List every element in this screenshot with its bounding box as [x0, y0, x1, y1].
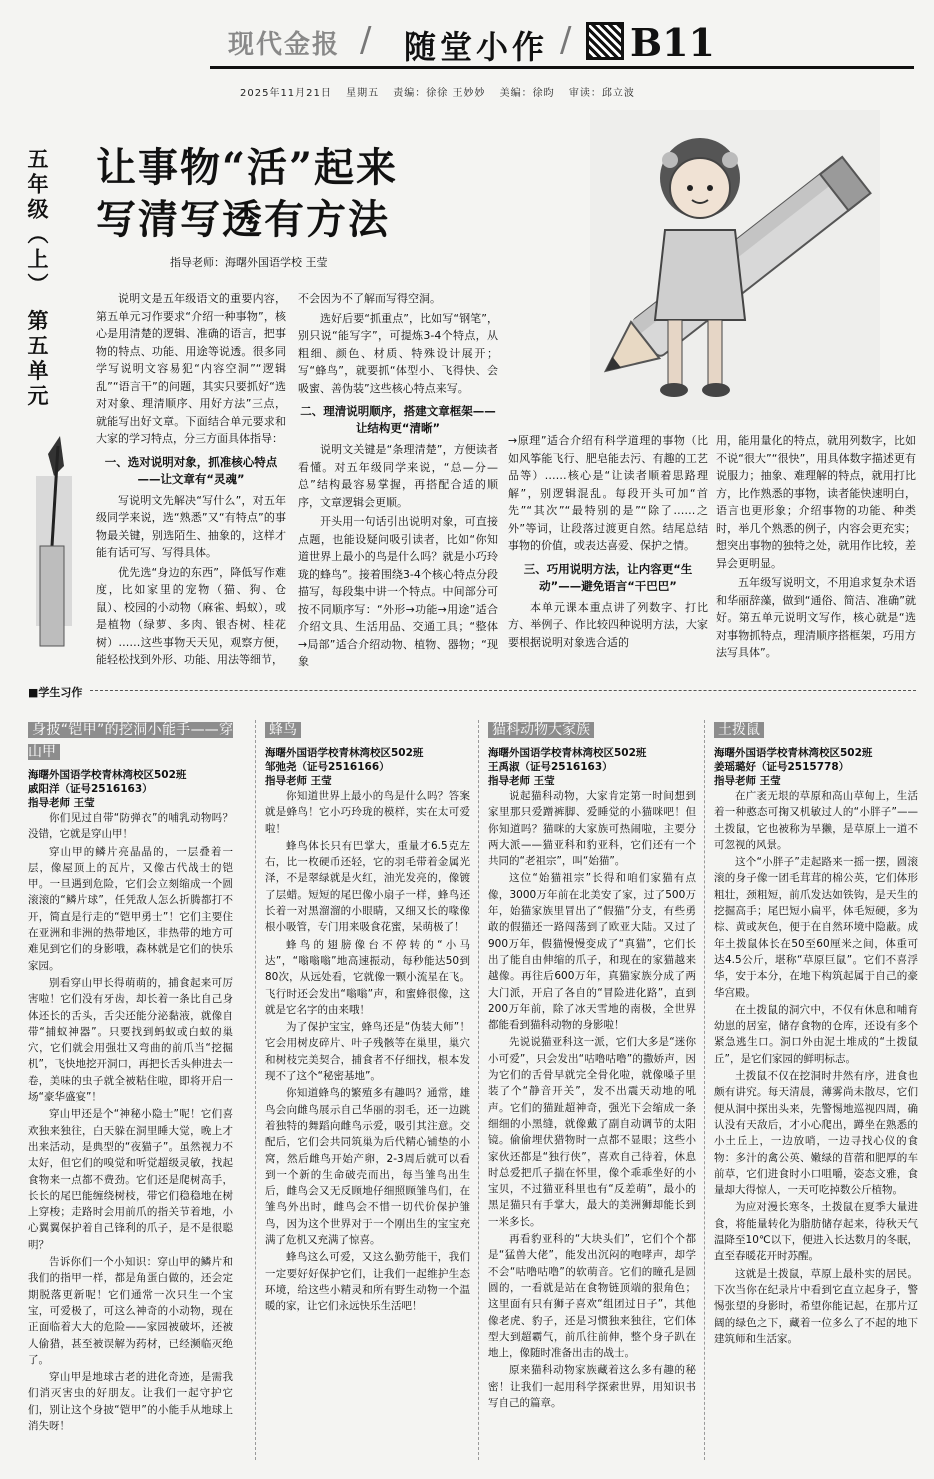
- work-title: 土拨鼠: [714, 722, 764, 738]
- article-paragraph: 选好后要“抓重点”，比如写“钢笔”，别只说“能写字”，可提炼3-4个特点，从粗细、颜色、材质、特殊设计展开；写“蜂鸟”，就要抓“体型小、飞得快、会吸蜜、善伪装”这些核心特点来写。: [298, 311, 498, 395]
- work-paragraph: 这个“小胖子”走起路来一摇一摆，圆滚滚的身子像一团毛茸茸的棉公英，它们体形粗壮，颈粗短，前爪发达如铁钩，是天生的挖掘高手；尾巴短小扁平，体毛短硬，多为棕、黄或灰色，便于在自然环境中隐蔽。成年土拨鼠体长在50至60厘米之间，体重可达4.5公斤，堪称“草原巨鼠”。它们不喜浮华，安于本分，在地下构筑起属于自己的豪华宫殿。: [714, 856, 918, 999]
- work-paragraph: 蜂鸟这么可爱，又这么勤劳能干，我们一定要好好保护它们，让我们一起维护生态环境，给这些小精灵和所有野生动物一个温暖的家，让它们永远快乐生活吧！: [265, 1251, 470, 1313]
- work-school: 海曙外国语学校青林湾校区502班: [265, 747, 424, 759]
- masthead-meta: [240, 84, 645, 99]
- work-paragraph: 土拨鼠不仅在挖洞时井然有序，进食也颇有讲究。每天清晨，薄雾尚未散尽，它们便从洞中探出头来，先警惕地巡视四周，确认没有天敌后，才小心爬出，蹲坐在熟悉的小土丘上，一边放哨，一边寻找心仪的食物：多汁的禽公英、嫩绿的苜蓿和肥厚的车前草，它们进食时小口咀嚼，姿态文雅，食量却大得惊人，一天可吃掉数公斤植物。: [714, 1070, 918, 1197]
- work-paragraph: 蜂鸟的翅膀像台不停转的“小马达”，“嗡嗡嗡”地高速振动，每秒能达50到80次，从远处看，它就像一颗小流星在飞。飞行时还会发出“嗡嗡”声，和蜜蜂很像，这就是它名字的由来哦！: [265, 938, 470, 1016]
- work-teacher: 指导老师 王莹: [28, 797, 95, 809]
- article-title-line2: 写清写透有方法: [96, 196, 390, 243]
- article-column-3: [508, 432, 708, 672]
- student-work-felines: [488, 720, 696, 1465]
- issue-date: 2025年11月21日: [240, 88, 332, 99]
- work-student: 戚阳洋（证号2516163）: [28, 783, 153, 795]
- column-divider: [704, 720, 705, 1460]
- proofreader-credit: 审读：邱立波: [568, 88, 635, 99]
- article-paragraph: 用，能用量化的特点，就用列数字，比如不说“很大”“很快”，用具体数字描述更有说服力；抽象、难理解的特点，就用打比方，比作熟悉的事物，读者能快速明白，语言也更形象；介绍事物的功能、种类时，举几个熟悉的例子，内容会更充实；想突出事物的独特之处，就用作比较，差异会更明显。: [716, 434, 916, 570]
- work-school: 海曙外国语学校青林湾校区502班: [28, 769, 187, 781]
- column-divider: [255, 720, 256, 1460]
- work-paragraph: 告诉你们一个小知识：穿山甲的鳞片和我们的指甲一样，都是角蛋白做的，还会定期脱落更新呢！它们通常一次只生一个宝宝，可爱极了，可这么神奇的小动物，现在正面临着大大的危险——家园被破坏，还被人偷猎，甚至被误解为药材，已经濒临灭绝了。: [28, 1256, 233, 1366]
- issue-weekday: 星期五: [346, 88, 380, 99]
- student-work-pangolin: [28, 720, 233, 1465]
- work-title: 身披“铠甲”的挖洞小能手——穿山甲: [28, 722, 233, 760]
- art-editor-credit: 美编：徐昀: [499, 88, 555, 99]
- work-paragraph: 说起猫科动物，大家肯定第一时间想到家里那只爱蹭裤脚、爱睡觉的小猫咪吧！但你知道吗？猫咪的大家族可热闹啦，主要分两大派——猫亚科和豹亚科，它们还有一个共同的“老祖宗”，叫“始猫”。: [488, 790, 696, 868]
- article-column-2: [298, 290, 498, 670]
- work-paragraph: 为了保护宝宝，蜂鸟还是“伪装大师”！它会用树皮碎片、叶子残骸等在巢里，巢穴和树枝完美契合，捕食者不仔细找，根本发现不了这个“秘密基地”。: [265, 1021, 470, 1083]
- work-paragraph: 蜂鸟体长只有巴掌大，重量才6.5克左右，比一枚硬币还轻，它的羽毛带着金属光泽，不是翠绿就是火红，油光发亮的，像镀了层蜡。短短的尾巴像小扇子一样，蜂鸟还长着一对黑溜溜的小眼睛，又细又长的喙像根小吸管，专门用来吸食花蜜，呆萌极了！: [265, 839, 470, 934]
- article-paragraph: 开头用一句话引出说明对象，可直接点题，也能设疑问吸引读者，比如“你知道世界上最小的鸟是什么吗？就是小巧玲珑的蜂鸟”。接着围绕3-4个核心特点分段描写，每段集中讲一个特点。中间部分可按不同顺序写：“外形→功能→用途”适合介绍文具、生活用品、交通工具；“整体→局部”适合介绍动物、植物、器物；“现象: [298, 515, 498, 668]
- work-paragraph: 别看穿山甲长得萌萌的，捕食起来可厉害啦！它们没有牙齿，却长着一条比自己身体还长的舌头，舌尖还能分泌黏液，就像自带“捕蚁神器”。只要找到蚂蚁或白蚁的巢穴，它们就会用强壮又弯曲的前爪当“挖掘机”，飞快地挖开洞口，再把长舌头伸进去一卷，美味的虫子就全被粘住啦，即将开启一场“豪华盛宴”！: [28, 976, 233, 1104]
- grade-unit-label: 五年级（上） 第五单元: [25, 148, 50, 410]
- section-divider: [90, 690, 916, 691]
- student-works-label: ■学生习作: [28, 686, 83, 699]
- work-school: 海曙外国语学校青林湾校区502班: [714, 747, 873, 759]
- article-teacher: 指导老师：海曙外国语学校 王莹: [170, 256, 328, 269]
- work-paragraph: 你们见过自带“防弹衣”的哺乳动物吗？没错，它就是穿山甲！: [28, 812, 233, 841]
- article-paragraph: 写说明文先解决“写什么”，对五年级同学来说，选“熟悉”又“有特点”的事物最关键，别选陌生、抽象的，这样才能有话可写、写得具体。: [96, 493, 286, 559]
- work-paragraph: 穿山甲的鳞片亮晶晶的，一层叠着一层，像屋顶上的瓦片，又像古代战士的铠甲。一旦遇到危险，它们会立刻缩成一个圆滚滚的“鳞片球”，任凭敌人怎么折腾都打不开，简直是行走的“铠甲勇士”！它们主要住在亚洲和非洲的热带地区，非热带的地方可难见到它们的身影哦，森林就是它们的快乐家园。: [28, 845, 233, 972]
- work-teacher: 指导老师 王莹: [488, 775, 555, 787]
- article-paragraph: 本单元课本重点讲了列数字、打比方、举例子、作比较四种说明方法，大家要根据说明对象选合适的: [508, 600, 708, 649]
- article-paragraph: →原理”适合介绍有科学道理的事物（比如风筝能飞行、肥皂能去污、有趣的工艺品等）……核心是“让读者顺着思路理解”，别逻辑混乱。每段开头可加“首先”“其次”“最特别的是”“除了……之外”等词，让段落过渡更自然。结尾总结事物的价值，或表达喜爱、保护之情。: [508, 434, 708, 552]
- pen-decoration-icon: [30, 436, 90, 656]
- work-paragraph: 穿山甲还是个“神秘小隐士”呢！它们喜欢独来独往，白天躲在洞里睡大觉，晚上才出来活动，是典型的“夜猫子”。虽然视力不太好，但它们的嗅觉和听觉超级灵敏，找起食物来一点都不费劲。它们还是爬树高手，长长的尾巴能缠绕树枝，带它们稳稳地在树上穿梭；走路时会用前爪的指关节着地，小心翼翼保护着自己锋利的爪子，是不是很聪明？: [28, 1108, 233, 1251]
- work-paragraph: 这位“始猫祖宗”长得和咱们家猫有点像，3000万年前在北美安了家，过了500万年，始猫家族里冒出了“假猫”分支，有些勇敢的假猫还一路闯荡到了欧亚大陆。又过了900万年，假猫慢慢变成了“真猫”，它们长出了能自由伸缩的爪子，和现在的家猫越来越像。再往后600万年，真猫家族分成了两大门派，开启了各自的“冒险进化路”，直到200万年前，除了冰天雪地的南极，全世界都能看到猫科动物的身影啦！: [488, 872, 696, 1032]
- work-student: 邹弛尧（证号2516166）: [265, 761, 390, 773]
- work-school: 海曙外国语学校青林湾校区502班: [488, 747, 647, 759]
- article-subheading: 一、选对说明对象，抓准核心特点——让文章有“灵魂”: [104, 454, 278, 486]
- work-student: 王禹淑（证号2516163）: [488, 761, 613, 773]
- masthead: [0, 0, 934, 100]
- student-work-hummingbird: [265, 720, 470, 1465]
- article-paragraph: 说明文关键是“条理清楚”，方便读者看懂。对五年级同学来说，“总—分—总”结构最容易掌握，再搭配合适的顺序，文章逻辑会更顺。: [298, 443, 498, 509]
- work-paragraph: 在广袤无垠的草原和高山草甸上，生活着一种憨态可掬又机敏过人的“小胖子”——土拨鼠，它也被称为旱獭，是草原上一道不可忽视的风景。: [714, 790, 918, 851]
- work-paragraph: 在土拨鼠的洞穴中，不仅有休息和哺育幼崽的居室，储存食物的仓库，还设有多个紧急逃生口。洞口外由泥土堆成的“土拨鼠丘”，是它们家园的鲜明标志。: [714, 1003, 918, 1065]
- work-paragraph: 这就是土拨鼠，草原上最朴实的居民。下次当你在纪录片中看到它直立起身子，警惕张望的身影时，希望你能记起，在那片辽阔的绿色之下，藏着一位多么了不起的地下建筑师和生活家。: [714, 1267, 918, 1345]
- work-student: 姜瑶璐好（证号2515778）: [714, 761, 850, 773]
- work-paragraph: 你知道世界上最小的鸟是什么吗？答案就是蜂鸟！它小巧玲珑的模样，实在太可爱啦！: [265, 790, 470, 835]
- student-work-marmot: [714, 720, 918, 1465]
- work-teacher: 指导老师 王莹: [714, 775, 781, 787]
- article-column-4: [716, 432, 916, 672]
- article-subheading: 三、巧用说明方法，让内容更“生动”——避免语言“干巴巴”: [523, 561, 693, 593]
- work-teacher: 指导老师 王莹: [265, 775, 332, 787]
- work-paragraph: 为应对漫长寒冬，土拨鼠在夏季大量进食，将能量转化为脂肪储存起来，待秋天气温降至10℃以下，便进入长达数月的冬眠，直至春暖花开时苏醒。: [714, 1201, 918, 1263]
- masthead-rule: [210, 66, 914, 69]
- separator-slash: /: [560, 20, 572, 60]
- separator-slash: /: [360, 20, 372, 60]
- article-title-line1: 让事物“活”起来: [96, 144, 399, 191]
- article-column-1: [96, 290, 286, 670]
- article-subheading: 二、理清说明顺序，搭建文章框架——让结构更“清晰”: [300, 404, 496, 435]
- publication-name: 现代金报: [228, 30, 341, 60]
- work-paragraph: 先说说猫亚科这一派，它们大多是“迷你小可爱”，只会发出“咕噜咕噜”的撒娇声，因为它们的舌骨早就完全骨化啦，就像嗓子里装了个“静音开关”，发不出震天动地的吼声。它们的猫趾超神奇，强光下会缩成一条细细的小黑缝，就像戴了副自动调节的太阳镜。偷偷埋伏猎物时一点都不显眼；这些小家伙还都是“独行侠”，喜欢自己待着，休息时总爱把爪子揣在怀里，像个乖乖坐好的小宝贝，不过猫亚科里也有“反差萌”，最小的黑足猫只有手掌大，最大的美洲狮却能长到一米多长。: [488, 1036, 696, 1228]
- column-divider: [478, 720, 479, 1460]
- work-title: 蜂鸟: [265, 722, 301, 738]
- article-paragraph: 说明文是五年级语文的重要内容，第五单元习作要求“介绍一种事物”，核心是用清楚的逻辑、准确的语言，把事物的特点、功能、用途等说透。很多同学写说明文容易犯“内容空洞”“逻辑乱”“语言干”的问题，其实只要抓好“选对对象、理清顺序、用好方法”三点，就能写出好文章。下面结合单元要求和大家的学习特点，分三方面具体指导：: [96, 292, 286, 445]
- girl-with-pencil-illustration: [560, 100, 890, 425]
- work-paragraph: 原来猫科动物家族藏着这么多有趣的秘密！让我们一起用科学探索世界，用知识书写自己的篇章。: [488, 1364, 696, 1409]
- article-paragraph: 不会因为不了解而写得空洞。: [298, 292, 441, 305]
- editor-credit: 责编：徐徐 王妙妙: [393, 88, 486, 99]
- article-paragraph: 优先选“身边的东西”，降低写作难度，比如家里的宠物（猫、狗、仓鼠）、校园的小动物（麻雀、蚂蚁），或是植物（绿萝、多肉、银杏树、桂花树）……这些事物天天见，观察方便，能轻松找到外形、功能、用法等细节，: [96, 565, 286, 666]
- work-title: 猫科动物大家族: [488, 722, 594, 738]
- work-paragraph: 你知道蜂鸟的繁殖多有趣吗？通常，雄鸟会向雌鸟展示自己华丽的羽毛，还一边跳着独特的舞蹈向雌鸟示爱，吸引其注意。交配后，它们会共同筑巢为后代精心铺垫的小窝，然后雌鸟开始产卵，2-3周后就可以看到一个新的生命破壳而出，每当雏鸟出生后，雌鸟会又无反顾地仔细照顾雏鸟们，在雏鸟外出时，雌鸟会不惜一切代价保护雏鸟，因为这个世界对于一个刚出生的宝宝充满了危机又充满了惊喜。: [265, 1087, 470, 1247]
- qr-code-icon[interactable]: [586, 22, 624, 60]
- page-number: B11: [630, 20, 715, 65]
- work-paragraph: 穿山甲是地球古老的进化奇迹，是需我们消灭害虫的好朋友。让我们一起守护它们，别让这个身披“铠甲”的小能手从地球上消失呀！: [28, 1371, 233, 1432]
- section-title: 随堂小作: [404, 28, 549, 66]
- article-paragraph: 五年级写说明文，不用追求复杂术语和华丽辞藻，做到“通俗、简洁、准确”就好。第五单元说明文写作，核心就是“选对事物抓特点，理清顺序搭框架，巧用方法写具体”。: [716, 576, 916, 659]
- work-paragraph: 再看豹亚科的“大块头们”，它们个个都是“猛兽大佬”，能发出沉闷的咆哮声，却学不会“咕噜咕噜”的软萌音。它们的瞳孔是圆圆的，一看就是站在食物链顶端的狠角色；这里面有只有狮子喜欢“组团过日子”，其他像老虎、豹子，还是习惯独来独往，它们体型大到超霸气，前爪往前伸，整个身子趴在地上，像随时准备出击的战士。: [488, 1233, 696, 1360]
- article-title: [96, 142, 398, 246]
